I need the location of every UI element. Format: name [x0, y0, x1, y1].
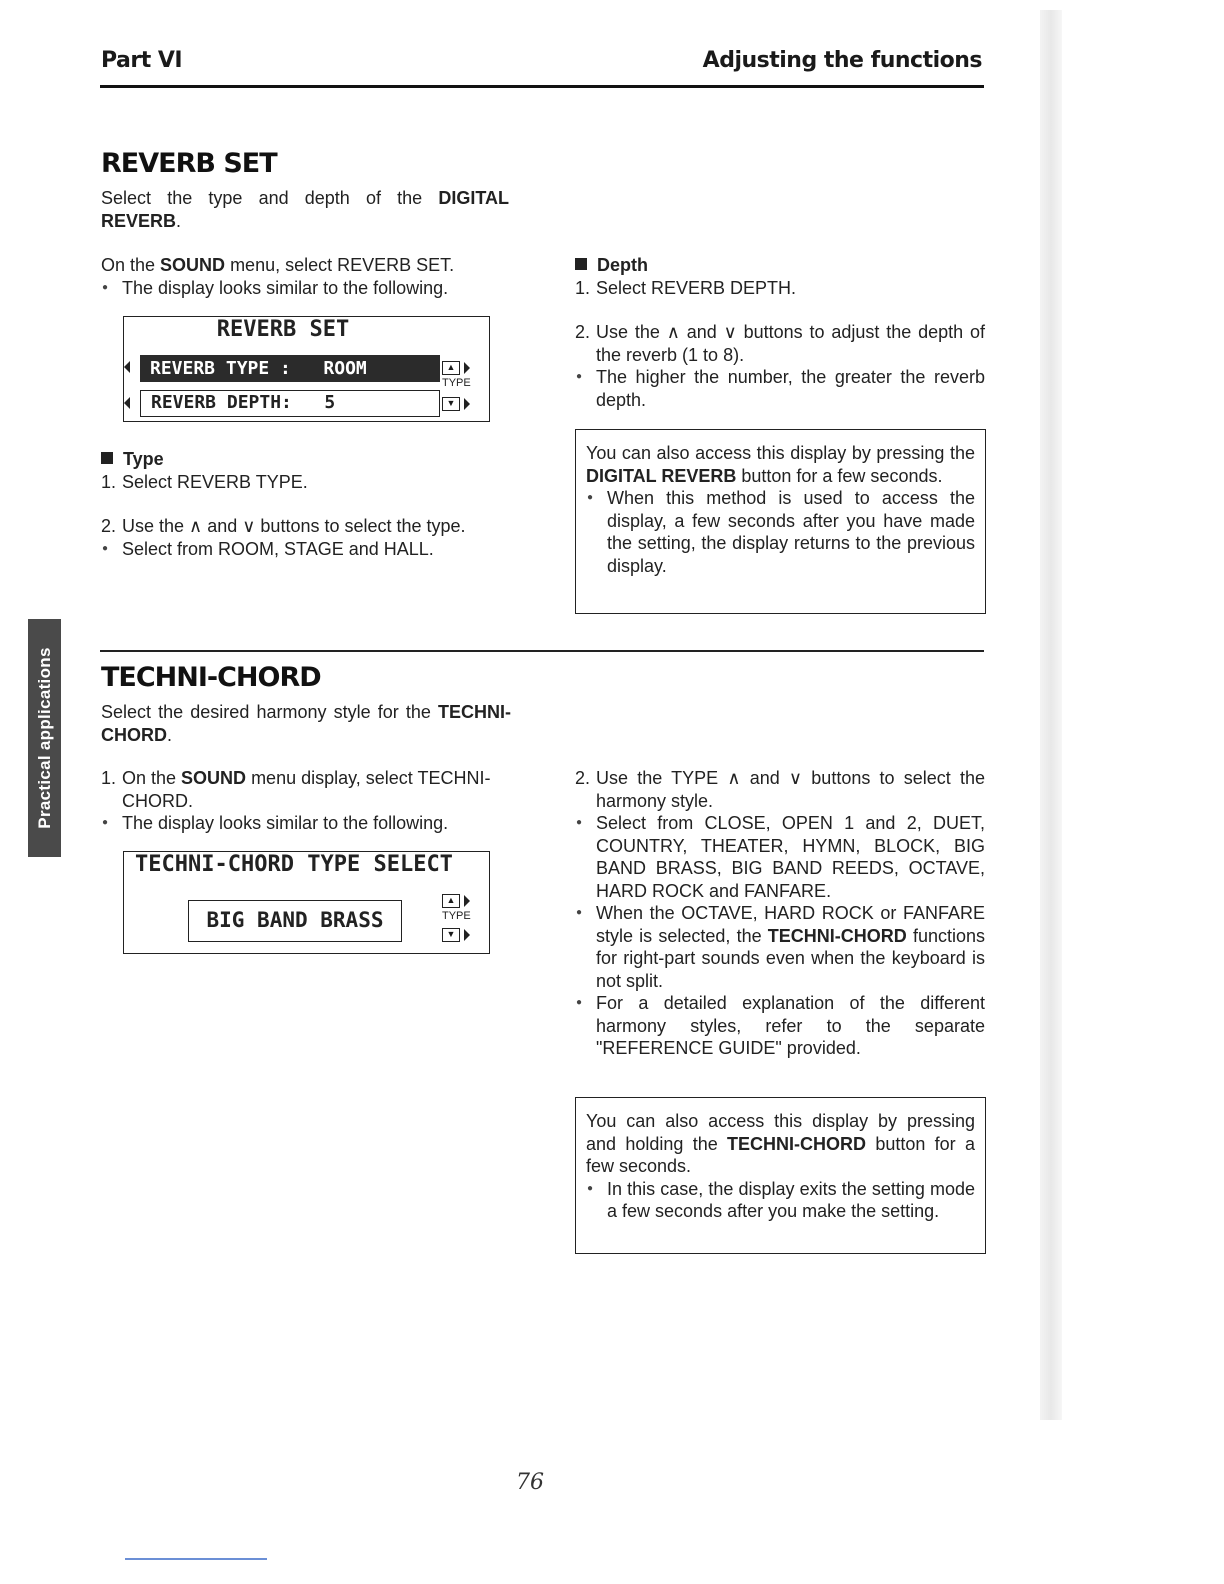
down-button-icon[interactable]: ▼	[442, 397, 460, 411]
left-arrow-icon	[124, 361, 130, 373]
depth-heading: Depth	[575, 254, 985, 277]
reverb-type-label: TYPE	[442, 377, 471, 389]
reverb-type-block: Type 1. Select REVERB TYPE. 2. Use the ∧ and ∨ buttons to select the type. ● Select from ROOM, STAGE and HALL.	[101, 448, 521, 560]
square-bullet-icon	[575, 258, 587, 270]
techni-intro: Select the desired harmony style for the TECHNI-CHORD.	[101, 702, 511, 745]
techni-value-box[interactable]: BIG BAND BRASS	[188, 900, 402, 942]
down-button-icon[interactable]: ▼	[442, 928, 460, 942]
header-part: Part VI	[101, 48, 183, 73]
techni-section-title: TECHNI-CHORD	[101, 662, 321, 693]
reverb-note-box: You can also access this display by pressing the DIGITAL REVERB button for a few seconds. ● When this method is used to access the display, a few seconds after you have made the setting, the display returns to the previous display.	[575, 429, 986, 614]
right-arrow-icon	[464, 362, 470, 374]
section-divider	[100, 650, 984, 652]
reverb-step: On the SOUND menu, select REVERB SET. ● The display looks similar to the following.	[101, 254, 521, 299]
side-tab	[28, 619, 61, 857]
techni-type-label: TYPE	[442, 910, 471, 922]
reverb-lcd-title: REVERB SET	[216, 317, 350, 342]
reverb-intro: Select the type and depth of the DIGITAL REVERB.	[101, 188, 509, 231]
up-button-icon[interactable]: ▲	[442, 894, 460, 908]
techni-step1: 1. On the SOUND menu display, select TECHNI-CHORD. ● The display looks similar to the following.	[101, 767, 521, 835]
right-arrow-icon	[464, 895, 470, 907]
footer-line	[125, 1558, 267, 1560]
type-heading: Type	[101, 448, 521, 471]
left-arrow-icon	[124, 397, 130, 409]
right-arrow-icon	[464, 929, 470, 941]
reverb-type-row[interactable]: REVERB TYPE : ROOM	[140, 355, 440, 382]
page-number: 76	[516, 1470, 544, 1495]
header-chapter: Adjusting the functions	[702, 48, 982, 73]
header-rule	[100, 85, 984, 88]
techni-note-box: You can also access this display by pressing and holding the TECHNI-CHORD button for a few seconds. ● In this case, the display exits the setting mode a few seconds after you make the setting.	[575, 1097, 986, 1254]
side-tab-label: Practical applications	[34, 647, 54, 829]
scan-edge-shadow	[1040, 10, 1062, 1420]
techni-step2-block: 2. Use the TYPE ∧ and ∨ buttons to select the harmony style. ● Select from CLOSE, OPEN 1 and 2, DUET, COUNTRY, THEATER, HYMN, BLOCK, BIG BAND BRASS, BIG BAND REEDS, OCTAVE, HARD ROCK and FANFARE. ● When the OCTAVE, HARD ROCK or FANFARE style is selected, the TECHNI-CHORD functions for right-part sounds even when the keyboard is not split. ● For a detailed explanation of the different harmony styles, refer to the separate "REFERENCE GUIDE" provided.	[575, 767, 985, 1060]
reverb-depth-row[interactable]: REVERB DEPTH: 5	[140, 390, 440, 417]
reverb-display-bullet: ● The display looks similar to the following.	[101, 277, 521, 300]
up-button-icon[interactable]: ▲	[442, 361, 460, 375]
reverb-section-title: REVERB SET	[101, 148, 277, 179]
square-bullet-icon	[101, 452, 113, 464]
right-arrow-icon	[464, 398, 470, 410]
reverb-depth-block: Depth 1. Select REVERB DEPTH. 2. Use the ∧ and ∨ buttons to adjust the depth of the reverb (1 to 8). ● The higher the number, the greater the reverb depth.	[575, 254, 985, 411]
reverb-lcd-display	[123, 316, 490, 422]
techni-lcd-title: TECHNI-CHORD TYPE SELECT	[135, 852, 453, 877]
techni-lcd-display	[123, 851, 490, 954]
